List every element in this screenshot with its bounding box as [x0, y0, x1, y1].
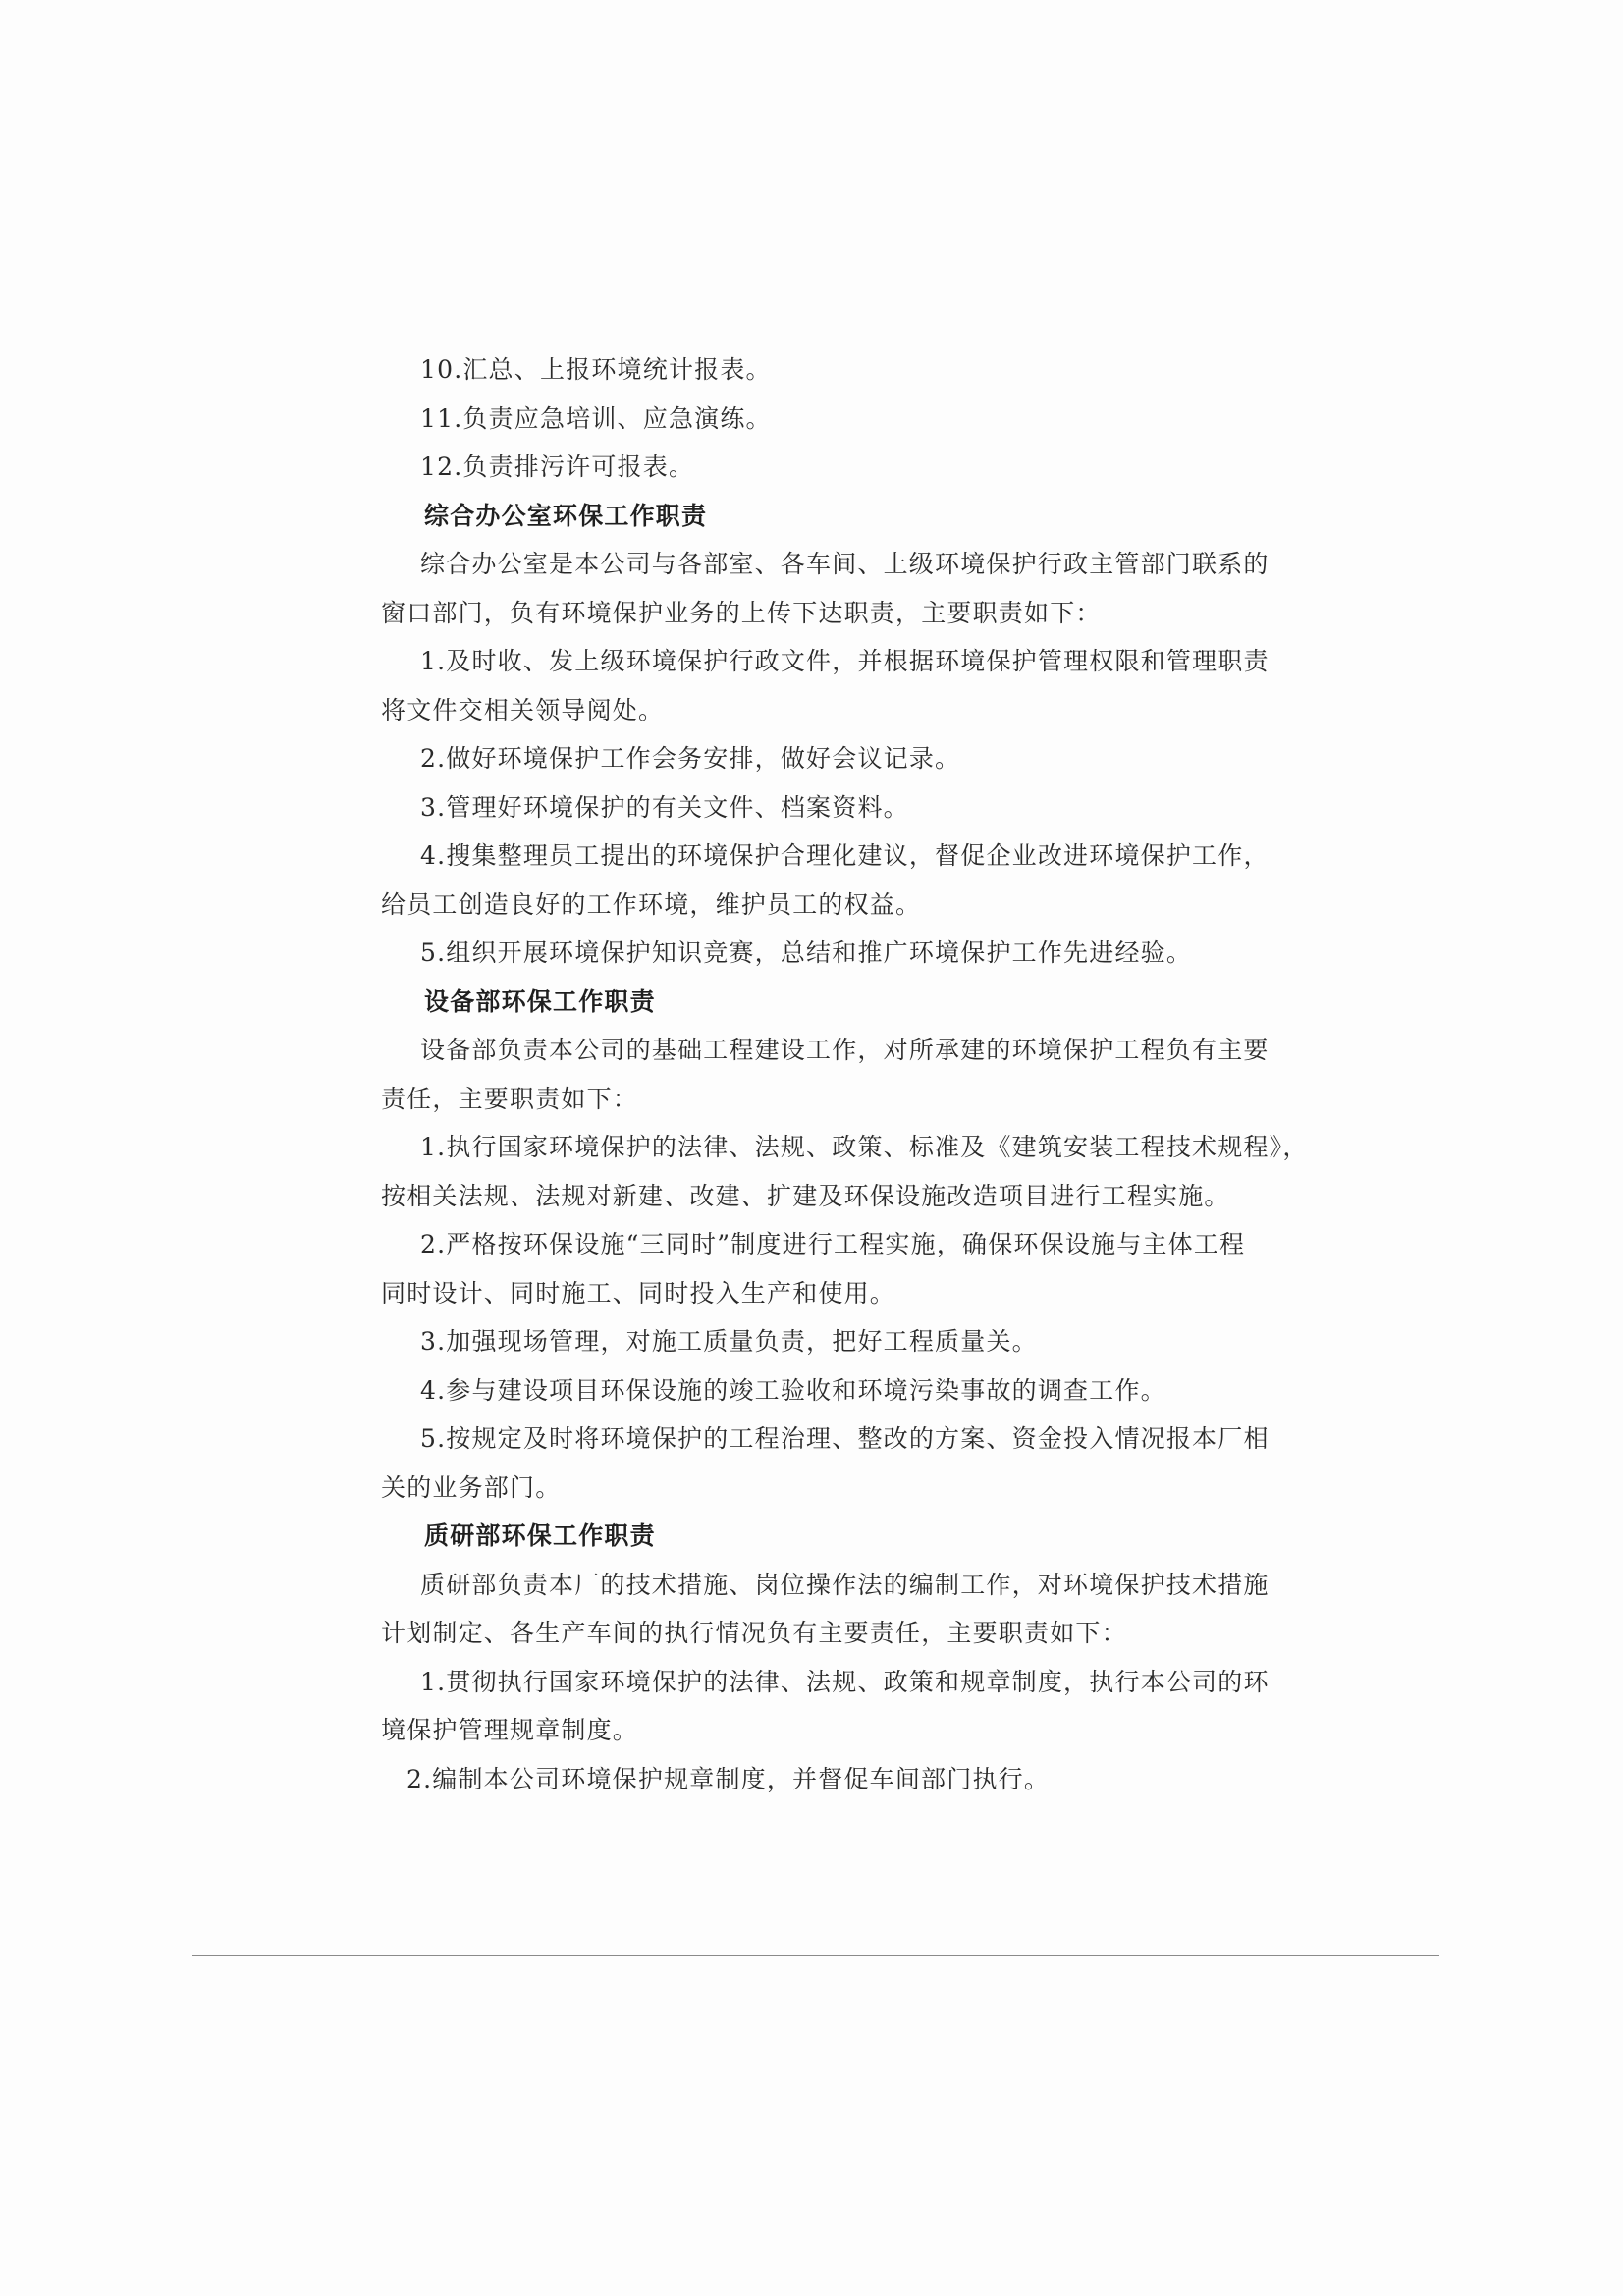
- list-item: 4.参与建设项目环保设施的竣工验收和环境污染事故的调查工作。: [420, 1375, 1166, 1405]
- list-item-continuation: 同时设计、同时施工、同时投入生产和使用。: [381, 1278, 896, 1308]
- list-item: 11.负责应急培训、应急演练。: [420, 403, 772, 433]
- list-item: 2.编制本公司环境保护规章制度，并督促车间部门执行。: [406, 1764, 1051, 1793]
- list-item: 3.管理好环境保护的有关文件、档案资料。: [420, 792, 909, 822]
- footer-divider: [192, 1955, 1439, 1956]
- paragraph-line: 设备部负责本公司的基础工程建设工作，对所承建的环境保护工程负有主要: [420, 1036, 1270, 1064]
- list-item: 4.搜集整理员工提出的环境保护合理化建议，督促企业改进环境保护工作，: [420, 841, 1270, 870]
- paragraph-line: 窗口部门，负有环境保护业务的上传下达职责，主要职责如下：: [381, 598, 1102, 627]
- list-item-continuation: 关的业务部门。: [381, 1472, 562, 1502]
- list-item-continuation: 给员工创造良好的工作环境，维护员工的权益。: [381, 889, 922, 919]
- paragraph-line: 计划制定、各生产车间的执行情况负有主要责任，主要职责如下：: [381, 1619, 1127, 1647]
- paragraph-line: 综合办公室是本公司与各部室、各车间、上级环境保护行政主管部门联系的: [420, 550, 1270, 578]
- list-item: 1.贯彻执行国家环境保护的法律、法规、政策和规章制度，执行本公司的环: [420, 1667, 1270, 1696]
- section-heading-general-office: 综合办公室环保工作职责: [424, 501, 708, 530]
- list-item-continuation: 按相关法规、法规对新建、改建、扩建及环保设施改造项目进行工程实施。: [381, 1181, 1230, 1210]
- section-heading-equipment-dept: 设备部环保工作职责: [424, 987, 656, 1016]
- list-item-continuation: 境保护管理规章制度。: [381, 1716, 639, 1744]
- document-body: [381, 346, 1309, 1803]
- list-item: 1.及时收、发上级环境保护行政文件，并根据环境保护管理权限和管理职责: [420, 647, 1270, 675]
- list-item-continuation: 将文件交相关领导阅处。: [381, 695, 665, 724]
- list-item: 5.组织开展环境保护知识竞赛，总结和推广环境保护工作先进经验。: [420, 938, 1193, 967]
- list-item: 2.做好环境保护工作会务安排，做好会议记录。: [420, 744, 961, 773]
- list-item: 5.按规定及时将环境保护的工程治理、整改的方案、资金投入情况报本厂相: [420, 1424, 1270, 1453]
- section-heading-quality-research-dept: 质研部环保工作职责: [424, 1522, 656, 1550]
- list-item: 2.严格按环保设施“三同时”制度进行工程实施，确保环保设施与主体工程: [420, 1230, 1246, 1258]
- list-item: 3.加强现场管理，对施工质量负责，把好工程质量关。: [420, 1327, 1038, 1356]
- list-item: 1.执行国家环境保护的法律、法规、政策、标准及《建筑安装工程技术规程》，: [420, 1133, 1309, 1161]
- list-item: 12.负责排污许可报表。: [420, 453, 695, 481]
- paragraph-line: 质研部负责本厂的技术措施、岗位操作法的编制工作，对环境保护技术措施: [420, 1570, 1270, 1599]
- paragraph-line: 责任，主要职责如下：: [381, 1084, 639, 1113]
- list-item: 10.汇总、上报环境统计报表。: [420, 355, 772, 384]
